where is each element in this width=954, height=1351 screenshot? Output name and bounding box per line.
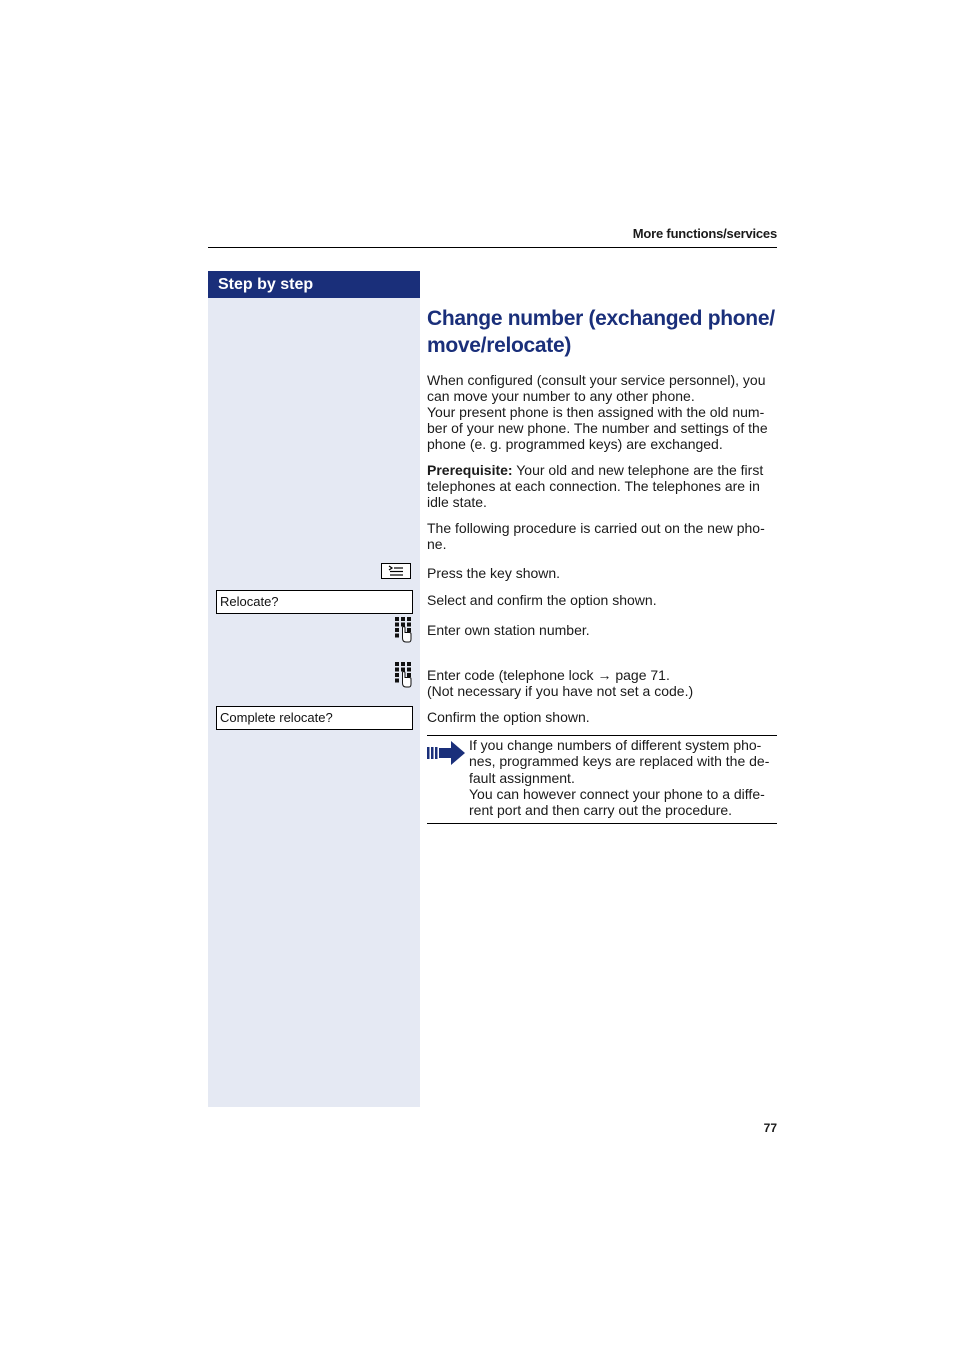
prerequisite-line [427, 462, 779, 478]
note-line: nes, programmed keys are replaced with the de- [469, 753, 770, 770]
sidebar-heading: Step by step [208, 271, 420, 298]
note-arrow-icon [427, 741, 465, 765]
header-divider [208, 247, 777, 248]
keypad-icon [394, 616, 414, 644]
enter-code-line [427, 667, 779, 683]
menu-key-icon [381, 563, 411, 579]
step-press-key: Press the key shown. [427, 565, 561, 581]
page-title-line-1: Change number (exchanged phone/ [427, 307, 775, 330]
keypad-icon [394, 661, 414, 689]
step-confirm-option: Confirm the option shown. [427, 709, 590, 725]
enter-code-hint: (Not necessary if you have not set a code.) [427, 683, 694, 699]
intro-line: can move your number to any other phone. [427, 388, 695, 404]
procedure-paragraph [427, 520, 779, 552]
note-top-rule [427, 735, 777, 736]
prerequisite-line: telephones at each connection. The telephones are in [427, 478, 760, 494]
note-bottom-rule [427, 823, 777, 824]
arrow-icon: → [597, 667, 612, 683]
page-number: 77 [763, 1121, 777, 1135]
note-line: You can however connect your phone to a diffe- [469, 785, 765, 802]
enter-code-text: Enter code (telephone lock [427, 667, 598, 683]
note-line: fault assignment. [469, 769, 575, 786]
procedure-line: ne. [427, 536, 447, 552]
step-enter-station: Enter own station number. [427, 622, 590, 638]
option-relocate[interactable]: Relocate? [216, 590, 413, 614]
prerequisite-label: Prerequisite: [427, 462, 513, 478]
step-sidebar [208, 271, 420, 1107]
option-complete-relocate[interactable]: Complete relocate? [216, 706, 413, 730]
prerequisite-line: idle state. [427, 494, 487, 510]
intro-paragraph [427, 372, 779, 452]
section-title: More functions/services [632, 226, 777, 241]
step-enter-code [427, 667, 779, 699]
prerequisite-text: Your old and new telephone are the first [512, 462, 764, 478]
intro-line: Your present phone is then assigned with the old num- [427, 404, 765, 420]
page-title [427, 305, 787, 359]
intro-line: When configured (consult your service personnel), you [427, 372, 766, 388]
note-text [469, 737, 781, 818]
note-line: rent port and then carry out the procedure. [469, 802, 733, 819]
page-title-line-2: move/relocate) [427, 334, 572, 357]
intro-line: phone (e. g. programmed keys) are exchanged. [427, 436, 723, 452]
procedure-line: The following procedure is carried out on the new pho- [427, 520, 765, 536]
prerequisite-paragraph [427, 462, 779, 510]
page-reference-link[interactable]: page 71. [611, 667, 670, 683]
note-line: If you change numbers of different system pho- [469, 737, 762, 753]
intro-line: ber of your new phone. The number and settings of the [427, 420, 768, 436]
step-select-confirm: Select and confirm the option shown. [427, 592, 657, 608]
